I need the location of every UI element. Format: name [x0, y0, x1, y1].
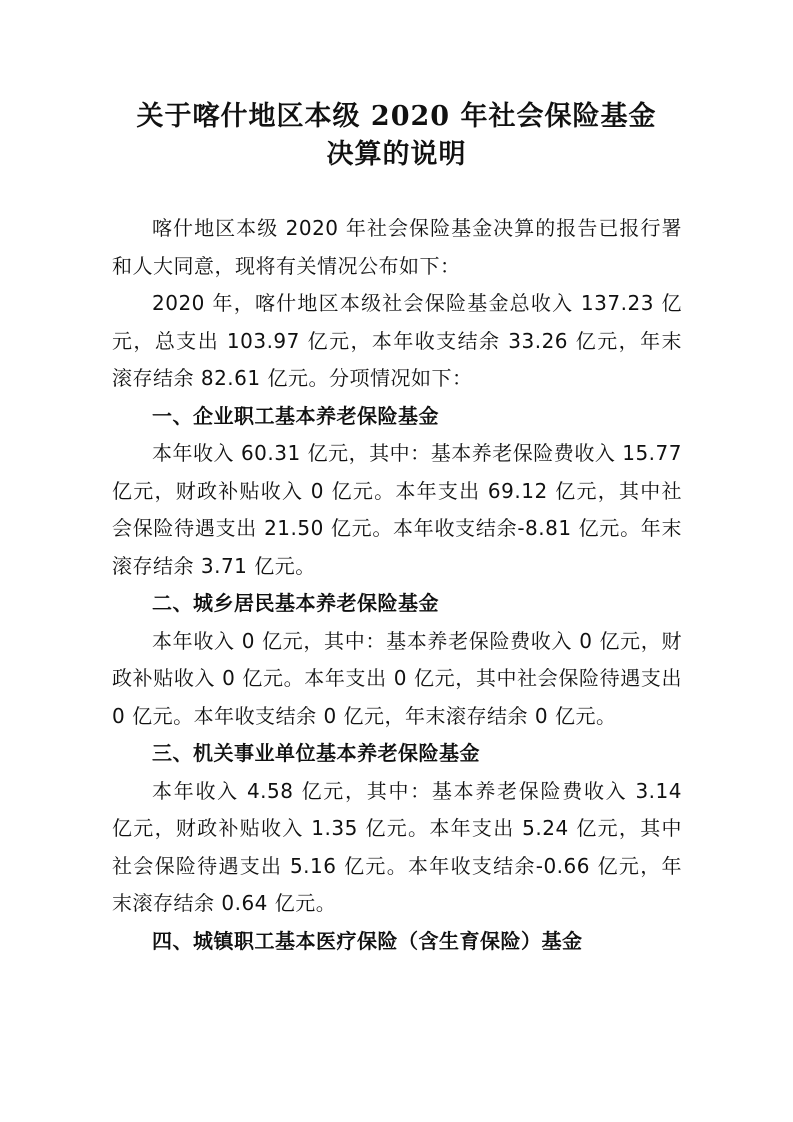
document-title-line-1: 关于喀什地区本级 2020 年社会保险基金: [136, 101, 657, 132]
section-heading-medical-insurance: 四、城镇职工基本医疗保险（含生育保险）基金: [152, 928, 583, 953]
section-heading-enterprise-pension: 一、企业职工基本养老保险基金: [152, 403, 439, 428]
section-text-resident-pension: 本年收入 0 亿元，其中：基本养老保险费收入 0 亿元，财政补贴收入 0 亿元。本年支出 0 亿元，其中社会保险待遇支出 0 亿元。本年收支结余 0 亿元，年末滚存结余 0 亿元。: [112, 628, 682, 728]
summary-paragraph: 2020 年，喀什地区本级社会保险基金总收入 137.23 亿元，总支出 103.97 亿元，本年收支结余 33.26 亿元，年末滚存结余 82.61 亿元。分项情况如下：: [112, 291, 682, 390]
section-text-enterprise-pension: 本年收入 60.31 亿元，其中：基本养老保险费收入 15.77 亿元，财政补贴收入 0 亿元。本年支出 69.12 亿元，其中社会保险待遇支出 21.50 亿元。本年收支结余-8.81 亿元。年末滚存结余 3.71 亿元。: [112, 441, 682, 578]
document-body: [112, 210, 682, 960]
intro-paragraph: 喀什地区本级 2020 年社会保险基金决算的报告已报行署和人大同意，现将有关情况公布如下：: [112, 216, 682, 278]
section-heading-resident-pension: 二、城乡居民基本养老保险基金: [152, 591, 439, 615]
section-heading-institution-pension: 三、机关事业单位基本养老保险基金: [152, 741, 480, 765]
section-text-institution-pension: 本年收入 4.58 亿元，其中：基本养老保险费收入 3.14 亿元，财政补贴收入 1.35 亿元。本年支出 5.24 亿元，其中社会保险待遇支出 5.16 亿元。本年收支结余-0.66 亿元，年末滚存结余 0.64 亿元。: [112, 778, 682, 915]
document-title-line-2: 决算的说明: [326, 139, 467, 170]
